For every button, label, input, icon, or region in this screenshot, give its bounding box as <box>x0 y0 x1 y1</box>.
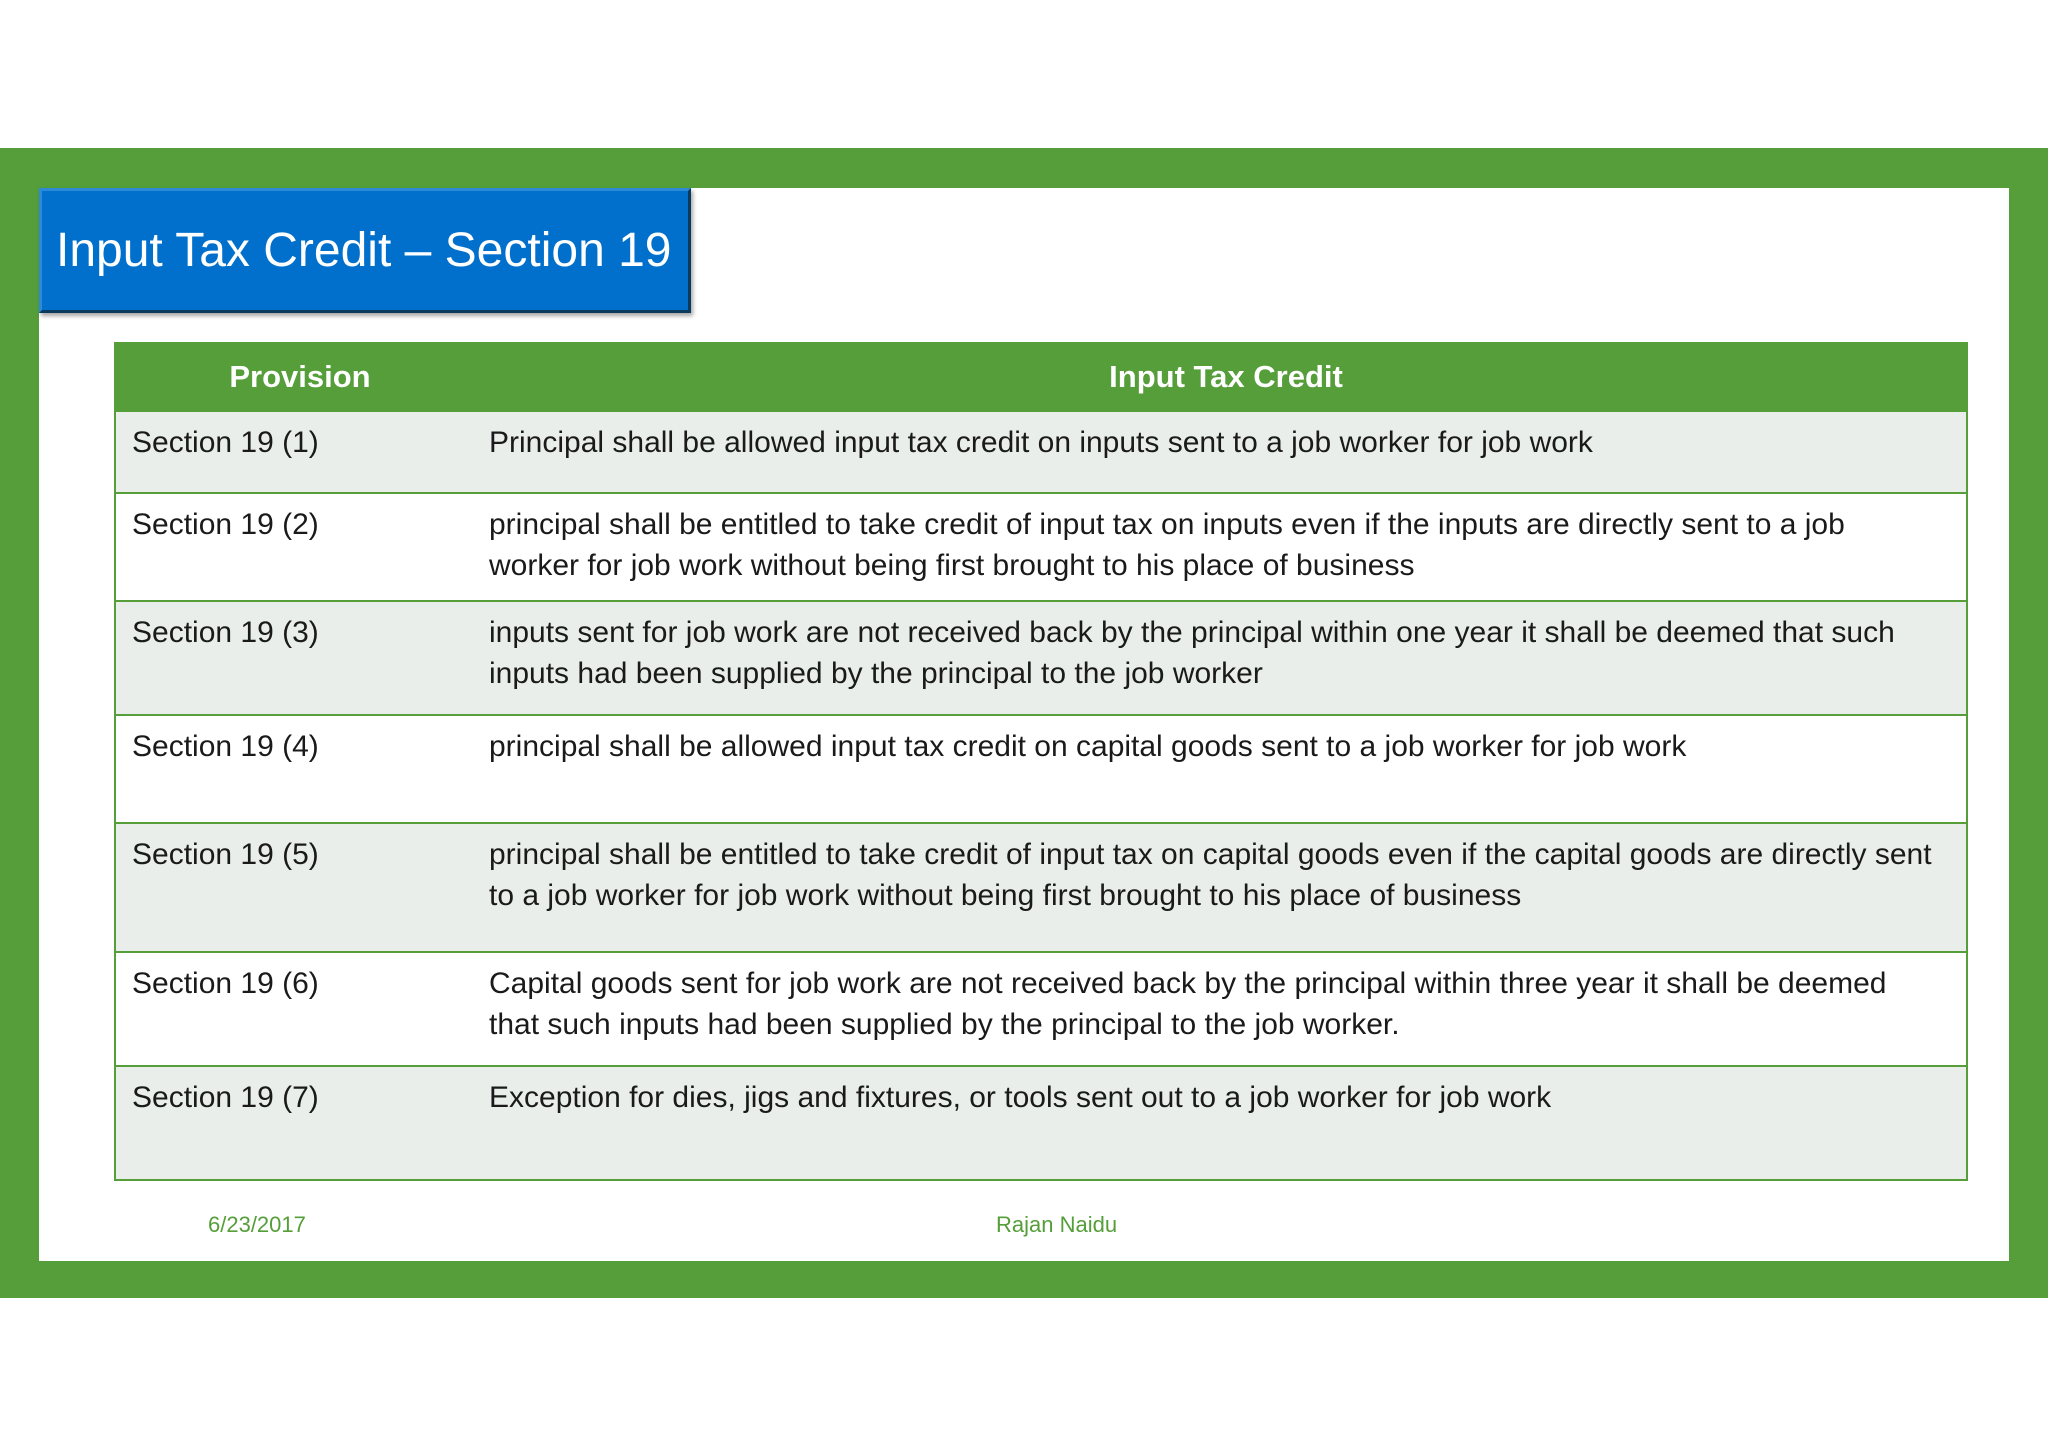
slide-title: Input Tax Credit – Section 19 <box>56 224 672 277</box>
table-row <box>115 823 1967 952</box>
credit-cell: Capital goods sent for job work are not received back by the principal within three year it shall be deemed that such inputs had been supplied by the principal to the job worker. <box>485 952 1967 1066</box>
table-row <box>115 952 1967 1066</box>
provision-cell: Section 19 (3) <box>115 601 485 715</box>
title-banner <box>39 188 691 313</box>
table-row <box>115 1066 1967 1180</box>
table-header-row <box>115 343 1967 411</box>
column-header-input-tax-credit: Input Tax Credit <box>485 343 1967 411</box>
credit-cell: Exception for dies, jigs and fixtures, or tools sent out to a job worker for job work <box>485 1066 1967 1180</box>
provision-cell: Section 19 (1) <box>115 411 485 493</box>
column-header-provision: Provision <box>115 343 485 411</box>
credit-cell: inputs sent for job work are not received back by the principal within one year it shall be deemed that such inputs had been supplied by the principal to the job worker <box>485 601 1967 715</box>
credit-cell: principal shall be entitled to take credit of input tax on inputs even if the inputs are directly sent to a job worker for job work without being first brought to his place of business <box>485 493 1967 601</box>
provision-cell: Section 19 (6) <box>115 952 485 1066</box>
table-row <box>115 715 1967 823</box>
table-row <box>115 411 1967 493</box>
footer-author: Rajan Naidu <box>996 1212 1118 1237</box>
table-row <box>115 493 1967 601</box>
provision-cell: Section 19 (5) <box>115 823 485 952</box>
credit-cell: Principal shall be allowed input tax credit on inputs sent to a job worker for job work <box>485 411 1967 493</box>
footer-date: 6/23/2017 <box>208 1212 306 1237</box>
provisions-table <box>114 342 1968 1181</box>
provision-cell: Section 19 (2) <box>115 493 485 601</box>
table-row <box>115 601 1967 715</box>
provision-cell: Section 19 (4) <box>115 715 485 823</box>
credit-cell: principal shall be entitled to take credit of input tax on capital goods even if the capital goods are directly sent to a job worker for job work without being first brought to his place of business <box>485 823 1967 952</box>
credit-cell: principal shall be allowed input tax credit on capital goods sent to a job worker for job work <box>485 715 1967 823</box>
provision-cell: Section 19 (7) <box>115 1066 485 1180</box>
